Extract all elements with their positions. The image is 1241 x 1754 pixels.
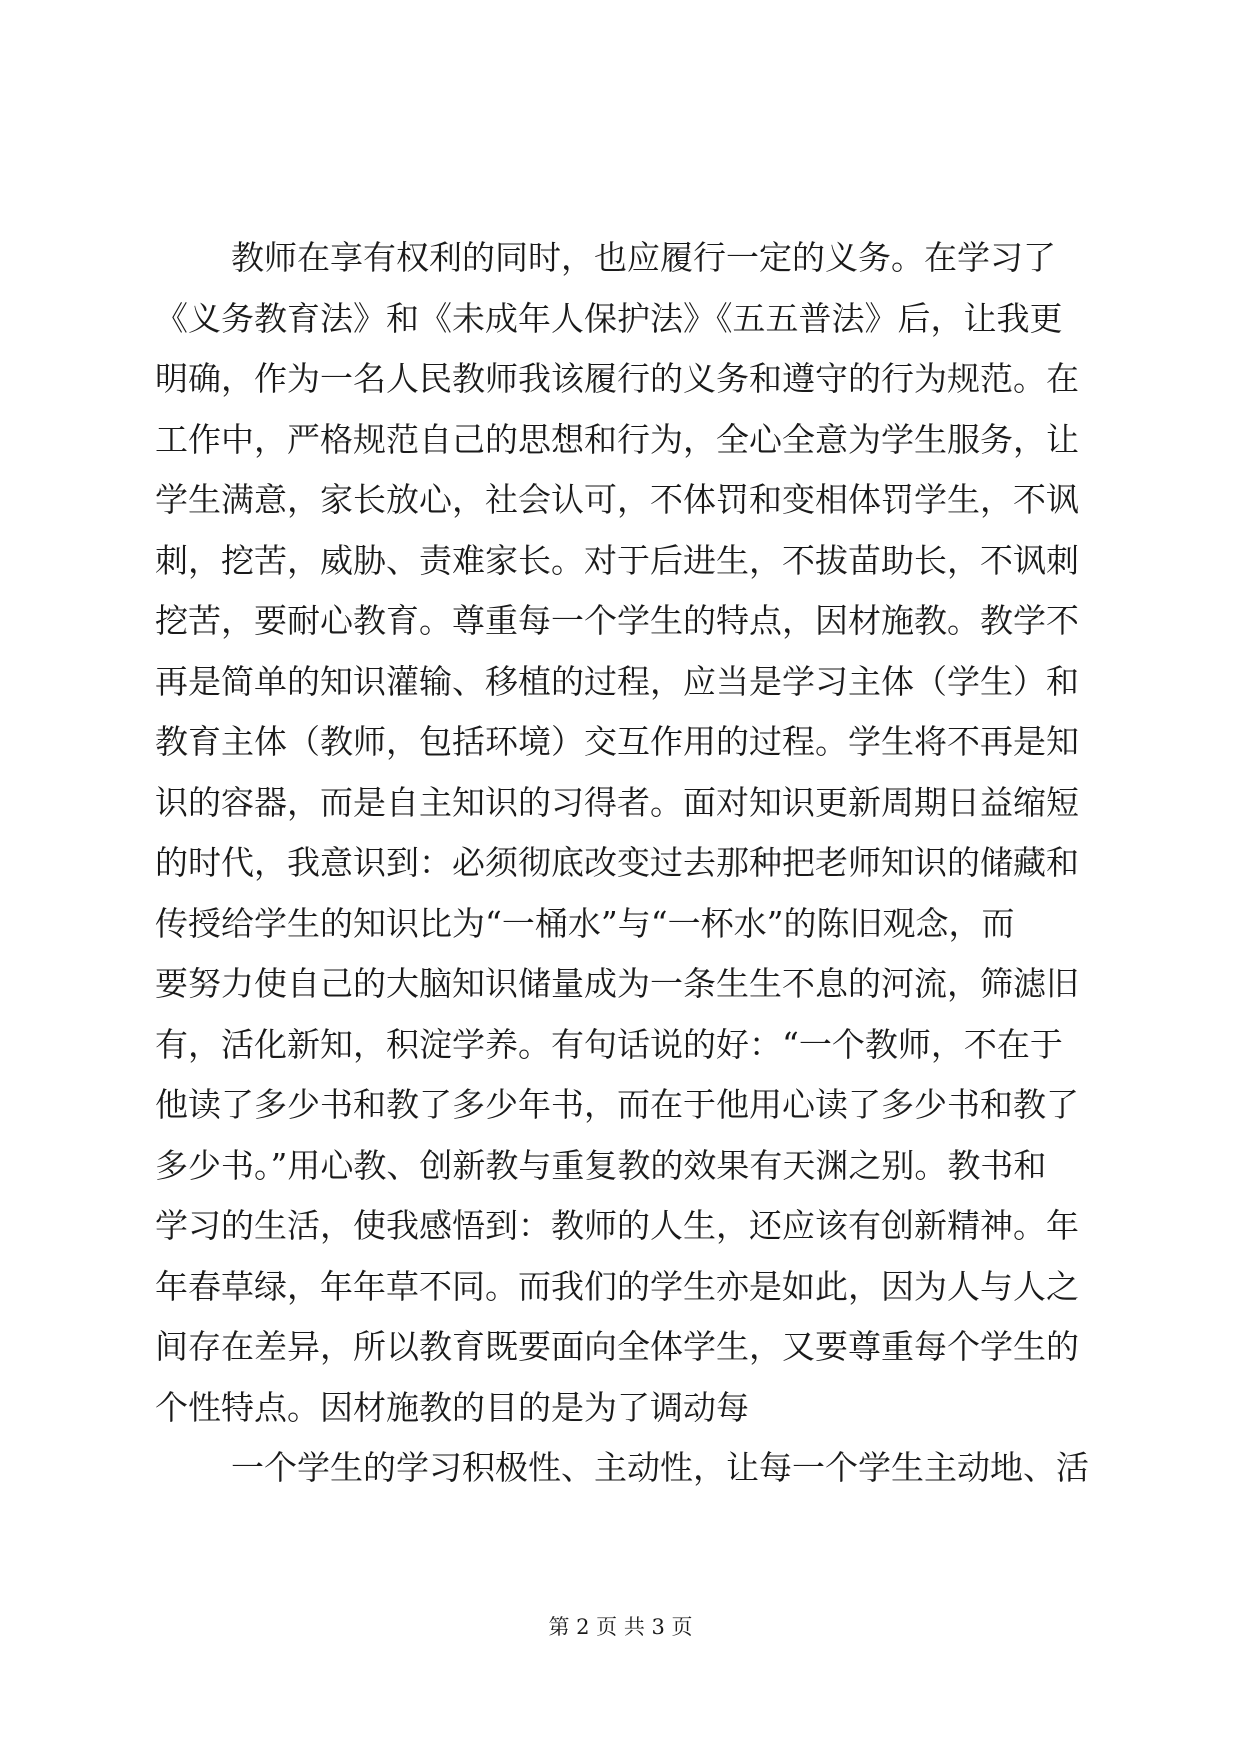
text-line: 学习的生活，使我感悟到：教师的人生，还应该有创新精神。年 [155, 1206, 1079, 1245]
text-line: 多少书。”用心教、创新教与重复教的效果有天渊之别。教书和 [155, 1145, 1047, 1185]
text-line: 挖苦，要耐心教育。尊重每一个学生的特点，因材施教。教学不 [155, 601, 1079, 640]
text-line: 一个学生的学习积极性、主动性，让每一个学生主动地、活 [231, 1448, 1089, 1487]
text-line: 刺，挖苦，威胁、责难家长。对于后进生，不拔苗助长，不讽刺 [155, 540, 1079, 580]
text-line: 传授给学生的知识比为“一桶水”与“一杯水”的陈旧观念，而 [155, 903, 1015, 943]
text-line: 个性特点。因材施教的目的是为了调动每 [155, 1387, 749, 1427]
text-line: 的时代，我意识到：必须彻底改变过去那种把老师知识的储藏和 [155, 843, 1079, 882]
text-line: 学生满意，家长放心，社会认可，不体罚和变相体罚学生，不讽 [155, 480, 1079, 519]
text-line: 再是简单的知识灌输、移植的过程，应当是学习主体（学生）和 [155, 661, 1079, 701]
text-line: 工作中，严格规范自己的思想和行为，全心全意为学生服务，让 [155, 419, 1079, 459]
text-line: 教师在享有权利的同时，也应履行一定的义务。在学习了 [231, 238, 1056, 277]
text-line: 明确，作为一名人民教师我该履行的义务和遵守的行为规范。在 [155, 359, 1079, 398]
text-line: 《义务教育法》和《未成年人保护法》《五五普法》后，让我更 [155, 298, 1063, 338]
text-line: 年春草绿，年年草不同。而我们的学生亦是如此，因为人与人之 [155, 1266, 1079, 1306]
text-line: 他读了多少书和教了多少年书，而在于他用心读了多少书和教了 [155, 1085, 1079, 1124]
body-text [155, 228, 1089, 1499]
text-line: 教育主体（教师，包括环境）交互作用的过程。学生将不再是知 [155, 722, 1079, 761]
text-line: 有，活化新知，积淀学养。有句话说的好：“一个教师，不在于 [155, 1024, 1063, 1064]
page-footer: 第 2 页 共 3 页 [548, 1615, 693, 1639]
text-line: 间存在差异，所以教育既要面向全体学生，又要尊重每个学生的 [155, 1327, 1079, 1366]
text-line: 要努力使自己的大脑知识储量成为一条生生不息的河流，筛滤旧 [155, 964, 1079, 1003]
text-line: 识的容器，而是自主知识的习得者。面对知识更新周期日益缩短 [155, 782, 1079, 822]
